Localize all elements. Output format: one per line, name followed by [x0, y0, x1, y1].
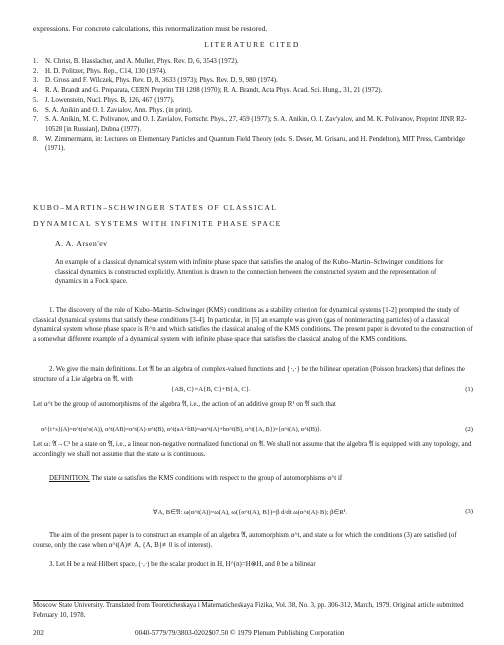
reference-item [33, 76, 473, 86]
reference-number: 3. [33, 77, 39, 85]
reference-text: R. A. Brandt and G. Preparata, CERN Preprint TH 1208 (1970); R. A. Brandt, Acta Phys. Acad. Sci. Hung., 31, 21 (1972). [45, 87, 383, 95]
reference-number: 2. [33, 67, 39, 75]
reference-number: 6. [33, 106, 39, 114]
reference-item [33, 57, 473, 67]
reference-item [33, 67, 473, 77]
reference-item [33, 86, 473, 96]
section-2-paragraph: 2. We give the main definitions. Let 𝔄 be an algebra of complex-valued functions and {·,·} be the bilinear operation (Poisson brackets) that defines the structure of a Lie algebra on 𝔄, with [33, 366, 465, 383]
equation-1: {AB, C}=A{B, C}+B{A, C}. [171, 386, 251, 393]
reference-item [33, 135, 473, 154]
equation-1-number: (1) [465, 386, 473, 393]
reference-item [33, 115, 473, 134]
previous-article-last-line: expressions. For concrete calculations, this renormalization must be restored. [33, 24, 268, 33]
article-author: A. A. Arsen'ev [55, 239, 108, 248]
equation-3: ∀A, B∈𝔄: ω(α^t(A))=ω(A), ω({α^t(A), B})=β d/dt ω(α^t(A)·B); β∈R¹. [153, 509, 348, 516]
reference-text: J. Lowenstein, Nucl. Phys. B, 126, 467 (1977). [45, 96, 175, 104]
reference-number: 8. [33, 135, 39, 143]
reference-item [33, 96, 473, 106]
reference-text: S. A. Anikin and O. I. Zavialov, Ann. Phys. (in print). [45, 106, 193, 114]
equation-2-row [33, 426, 473, 436]
reference-number: 1. [33, 58, 39, 65]
state-paragraph: Let ω: 𝔄→C¹ be a state on 𝔄, i.e., a linear non-negative normalized functional on 𝔄. We shall not assume that the algebra 𝔄 is equipped with any topology, and accordingly we shall not assume that the state ω is continuous. [33, 441, 472, 458]
article-abstract: An example of a classical dynamical system with infinite phase space that satisfies the analog of the Kubo–Martin–Schwinger conditions for classical dynamics is constructed explicitly. Attention is drawn to the connection between the constructed system and the representation of dynamics in a Fock space. [55, 259, 444, 286]
equation-2-number: (2) [465, 426, 473, 433]
equation-3-number: (3) [465, 508, 473, 515]
reference-number: 7. [33, 116, 39, 124]
section-3-paragraph: 3. Let H be a real Hilbert space, (·,·) be the scalar product in H, H^(n)=H⊗H, and θ be a bilinear [49, 561, 316, 568]
equation-2: α^{t+s}(A)=α^t(α^s(A)), α^t(AB)=α^t(A)·α^t(B), α^t(aA+bB)=aα^t(A)+bα^t(B), α^t({A, B})={α^t(A), α^t(B)}. [41, 426, 322, 433]
reference-text: S. A. Anikin, M. C. Polivanov, and O. I. Zavialov, Fortschr. Phys., 27, 459 (1977); S. A. Anikin, O. I. Zav'yalov, and M. K. Polivanov, Preprint JINR R2-10528 [in Russian], Dubna (1977). [45, 116, 467, 133]
reference-number: 5. [33, 96, 39, 104]
aim-paragraph: The aim of the present paper is to construct an example of an algebra 𝔄, automorphism α^t, and state ω for which the conditions (3) are satisfied (of course, only the case when α^t(A)≢A, {A, B}≢0 is of interest). [33, 532, 457, 549]
reference-text: H. D. Politzer, Phys. Rep., C14, 130 (1974). [45, 67, 167, 75]
reference-item [33, 106, 473, 116]
definition-text: The state ω satisfies the KMS conditions with respect to the group of automorphisms α^t if [89, 475, 343, 482]
article-title-line-1: KUBO–MARTIN–SCHWINGER STATES OF CLASSICAL [33, 203, 278, 212]
reference-number: 4. [33, 87, 39, 95]
automorphism-paragraph: Let α^t be the group of automorphisms of the algebra 𝔄, i.e., the action of an additive group R¹ on 𝔄 such that [33, 401, 336, 408]
reference-text: D. Gross and F. Wilczek, Phys. Rev. D, 8, 3633 (1973); Phys. Rev. D, 9, 980 (1974). [45, 77, 278, 85]
article-title-line-2: DYNAMICAL SYSTEMS WITH INFINITE PHASE SPACE [33, 219, 282, 228]
copyright-code: 0040-5779/79/3803-0202$07.50 © 1979 Plenum Publishing Corporation [135, 629, 345, 637]
reference-text: W. Zimmermann, in: Lectures on Elementary Particles and Quantum Field Theory (eds. S. Deser, M. Grisaru, and H. Pendelton), MIT Press, Cambridge (1971). [45, 135, 466, 153]
reference-list [33, 57, 473, 154]
page-number: 202 [33, 629, 44, 637]
section-1-paragraph: 1. The discovery of the role of Kubo–Martin–Schwinger (KMS) conditions as a stability criterion for dynamical systems [1-2] prompted the study of classical dynamical systems that satisfy these conditions [3-4]. In particular, in [5] an example was given (gas of noninteracting particles) of a classical dynamical system whose phase space is R^n and which satisfies the classical analog of the KMS conditions. The present paper is devoted to the construction of a somewhat different example of a dynamical system with infinite phase space that satisfies the classical analog of the KMS conditions. [33, 307, 473, 344]
equation-1-row [33, 386, 473, 396]
equation-3-row [33, 508, 473, 518]
literature-cited-heading: LITERATURE CITED [204, 40, 300, 49]
reference-text: N. Christ, B. Hasslacher, and A. Muller, Phys. Rev. D, 6, 3543 (1972). [45, 58, 239, 65]
definition-label: DEFINITION. [49, 475, 90, 482]
footnote: Moscow State University. Translated from Teoreticheskaya i Matematicheskaya Fizika, Vol. 38, No. 3, pp. 306-312, March, 1979. Original article submitted February 10, 1978. [33, 602, 464, 619]
definition-paragraph [33, 474, 473, 484]
